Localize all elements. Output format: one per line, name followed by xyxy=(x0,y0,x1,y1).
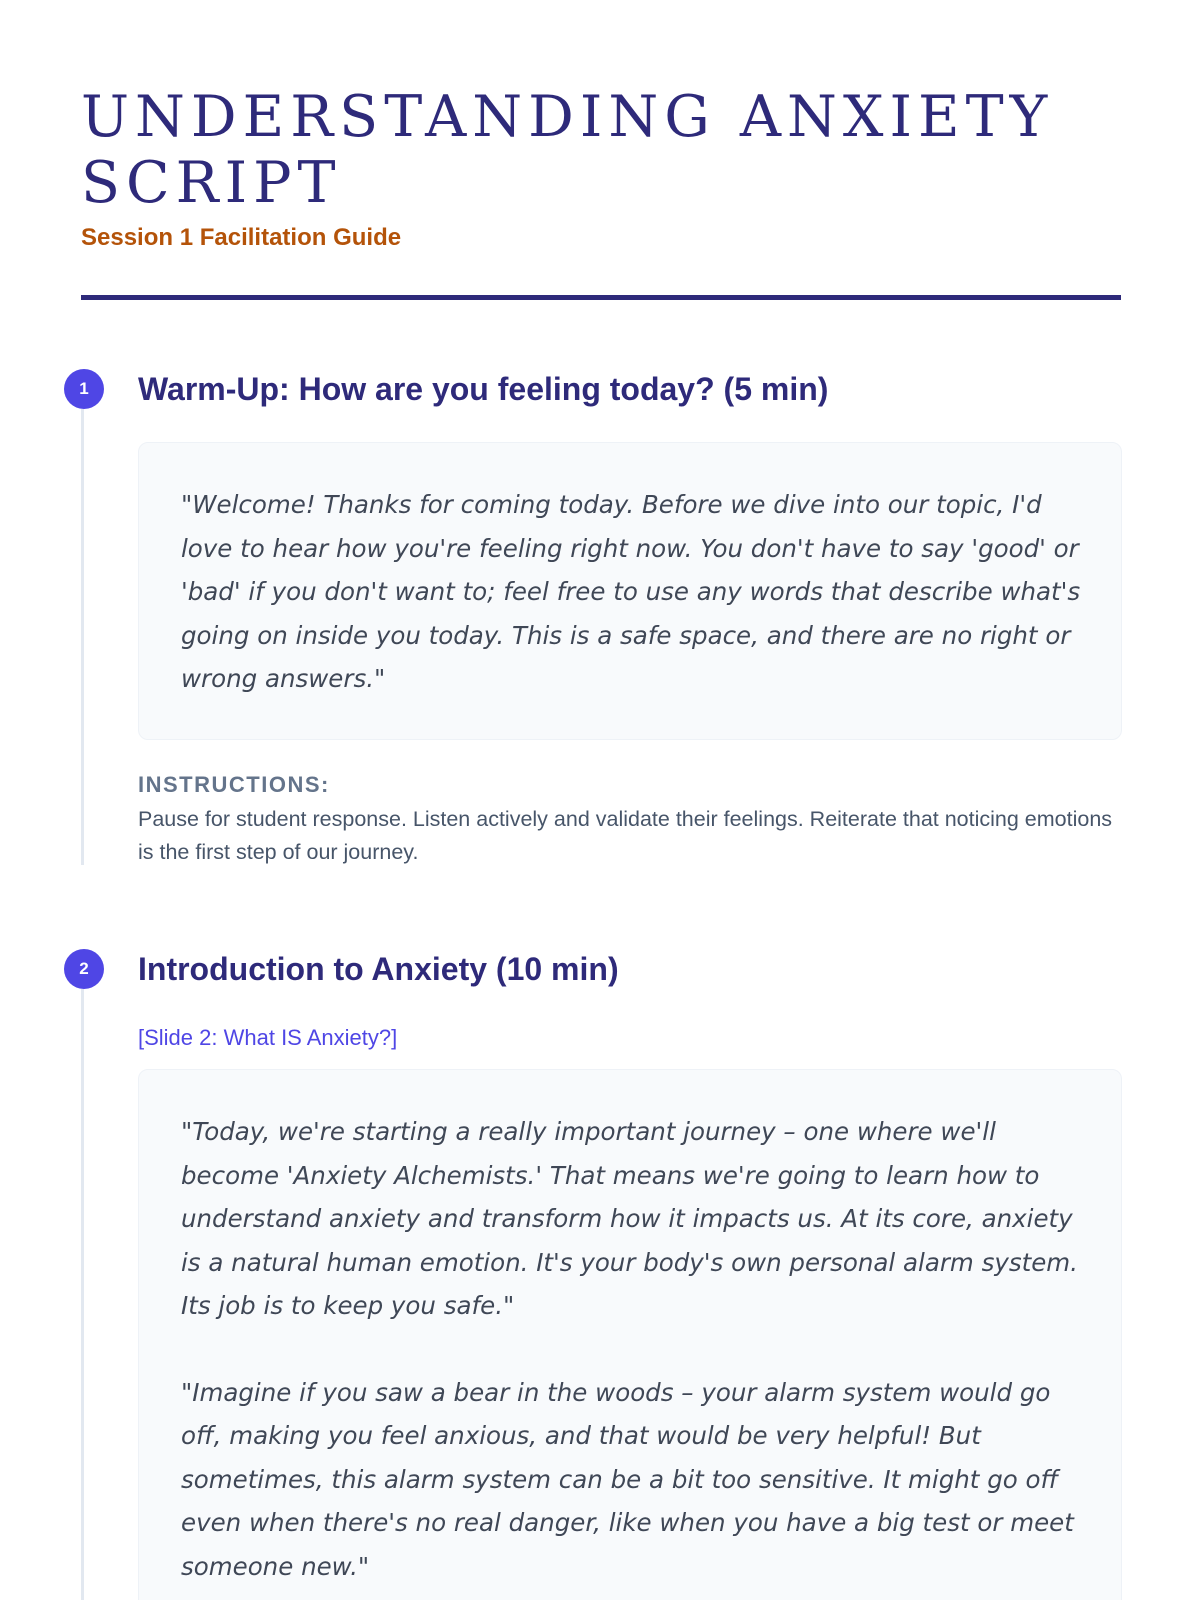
document-title: UNDERSTANDING ANXIETY SCRIPT xyxy=(81,84,1054,216)
step-number-badge: 2 xyxy=(64,949,104,989)
script-box xyxy=(138,1069,1122,1600)
timeline-rail xyxy=(81,409,84,865)
document-header xyxy=(81,84,1121,252)
section-warm-up xyxy=(64,369,1124,869)
section-introduction xyxy=(64,949,1124,1600)
instructions-text: Pause for student response. Listen actively and validate their feelings. Reiterate that noticing emotions is the first step of our journey. xyxy=(138,807,1113,864)
header-divider xyxy=(81,295,1121,300)
timeline-rail xyxy=(81,989,84,1600)
instructions-label: INSTRUCTIONS: xyxy=(138,772,330,797)
script-paragraph: "Imagine if you saw a bear in the woods – your alarm system would go off, making you feel anxious, and that would be very helpful! But sometimes, this alarm system can be a bit too sensitive. It might go off even when there's no real danger, like when you have a big test or meet someone new." xyxy=(181,1377,1074,1581)
section-title: Introduction to Anxiety (10 min) xyxy=(138,951,619,987)
script-paragraph: "Today, we're starting a really important journey – one where we'll become 'Anxiety Alchemists.' That means we're going to learn how to understand anxiety and transform how it impacts us. At its core, anxiety is a natural human emotion. It's your body's own personal alarm system. Its job is to keep you safe." xyxy=(181,1117,1078,1320)
section-title: Warm-Up: How are you feeling today? (5 min) xyxy=(138,371,829,407)
document-subtitle: Session 1 Facilitation Guide xyxy=(81,224,402,251)
script-paragraph: "Welcome! Thanks for coming today. Before we dive into our topic, I'd love to hear how you're feeling right now. You don't have to say 'good' or 'bad' if you don't want to; feel free to use any words that describe what's going on inside you today. This is a safe space, and there are no right or wrong answers." xyxy=(181,490,1081,693)
slide-reference: [Slide 2: What IS Anxiety?] xyxy=(138,1025,398,1050)
step-number-badge: 1 xyxy=(64,369,104,409)
script-box xyxy=(138,442,1122,740)
